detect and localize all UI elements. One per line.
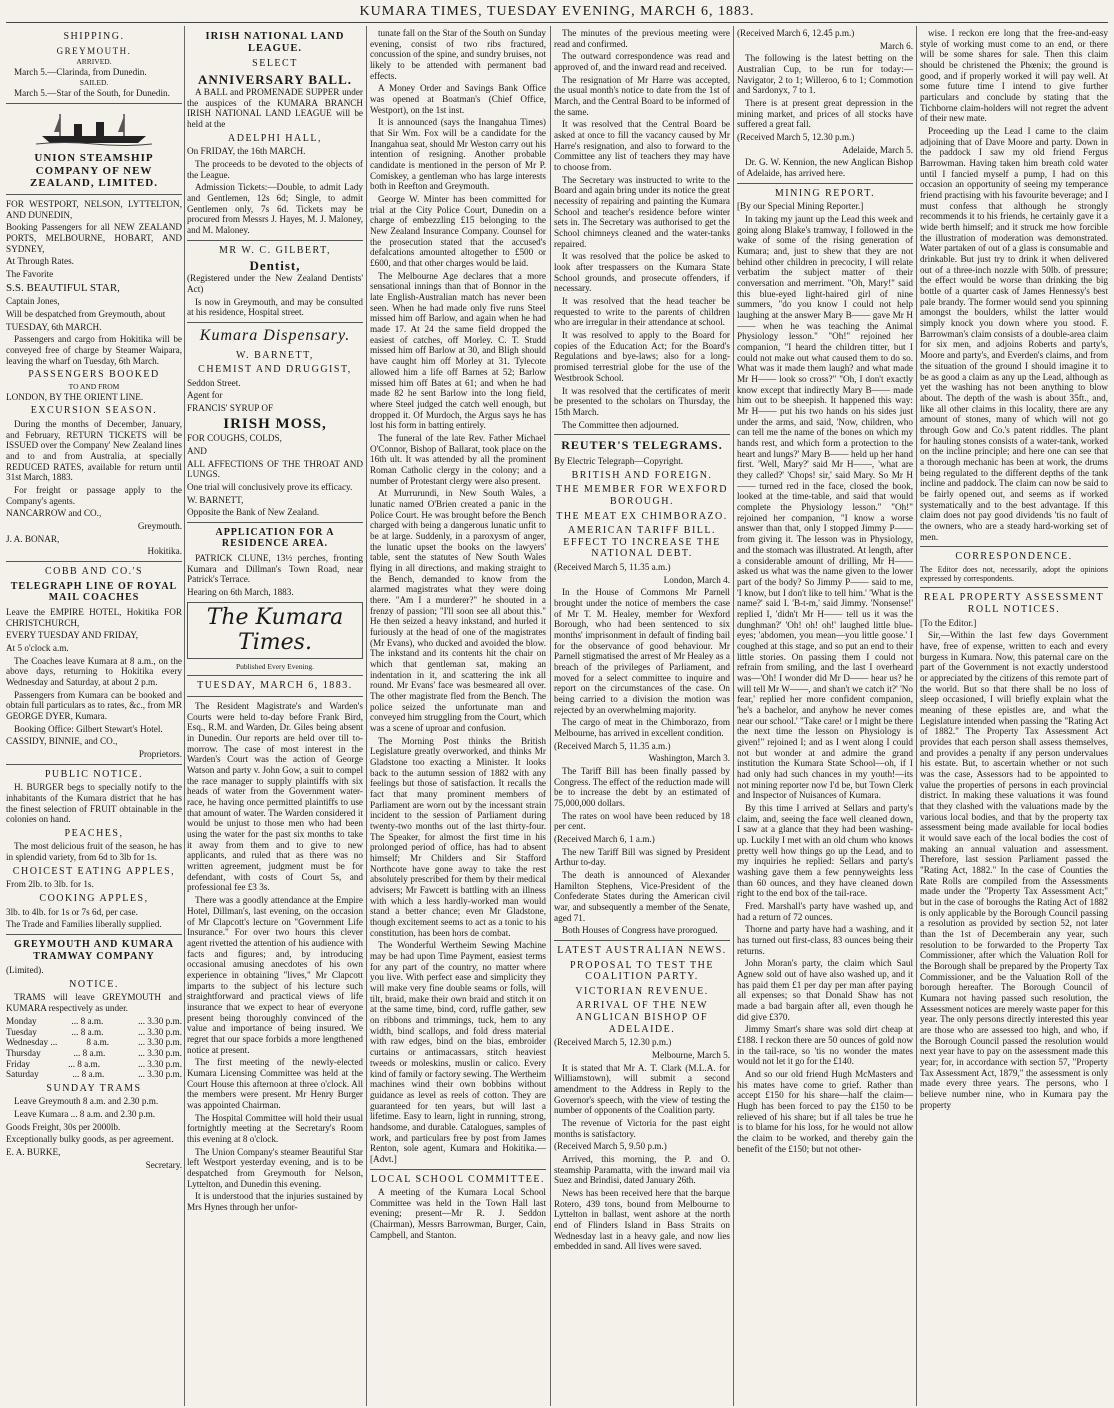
usc-rates: At Through Rates. bbox=[6, 256, 74, 267]
arrived-label: ARRIVED. bbox=[76, 57, 112, 67]
article-paragraph: The Melbourne Age declares that a more sensational innings than that of Bonnor in the late English-Australian match has never been seen. When he had made only five runs Steel missed him off Barlow, and again when he had made 17. At 24 the same field dropped the easiest of catches, off Morley. C. T. Studd missed him off Barlow at 30, and Bligh should have caught him off Morley at 31. Tylecote allowed him a life off Barnes at 52; Barlow missed him off Bates at 61; and when he had made 82 he sent Barlow into the long field, where Steel judged the catch well enough, but dropped it. Of Murdoch, the Argus says he has lost his form in batting entirely. bbox=[370, 270, 546, 431]
article-paragraph: Fred. Marshall's party have washed up, and had a return of 72 ounces. bbox=[737, 901, 913, 922]
article-paragraph: The Union Company's steamer Beautiful Star left Westport yesterday evening, and is to be despatched from Greymouth for Nelson, Lyttelton, and Dunedin this evening. bbox=[187, 1146, 363, 1189]
dateline: London, March 4. bbox=[663, 574, 730, 585]
usc-date: TUESDAY, 6th MARCH. bbox=[6, 321, 102, 332]
article-paragraph: In the House of Commons Mr Parnell brought under the notice of members the case of Mr T. M. Healey, member for Wexford Borough, who had been sentenced to six months' imprisonment in default of finding bail for the observance of good behaviour. Mr Parnell stigmatised the arrest of Mr Healey as a breach of the privileges of Parliament, and moved for a select committee to inquire and report on the circumstances of the case. On being carried to a division the motion was rejected by an overwhelming majority. bbox=[554, 587, 730, 715]
excursion-heading: EXCURSION SEASON. bbox=[30, 405, 158, 417]
article-paragraph: The rates on wool have been reduced by 18 per cent. bbox=[554, 810, 730, 832]
received-stamp: (Received March 5, 12.30 p.m.) bbox=[554, 1037, 672, 1048]
tramway-limited: (Limited). bbox=[6, 965, 44, 976]
article-paragraph: There was a goodly attendance at the Empire Hotel, Dillman's, last evening, on the occasion of Mr Clapcott's lecture on "Government Life Insurance." For over two hours this clever agent rivetted the attention of his audience with facts and figures; and, by introducing occasional amusing anecdotes of his own experience in obtaining "lives," Mr Clapcott imparts to the subject of his lecture such straightforward and practical views of life insurance that we expect to hear of everyone present being thoroughly convinced of the value and importance of being insured. We regret that our space forbids a more lengthened notice at present. bbox=[187, 895, 363, 1055]
divider bbox=[187, 675, 363, 676]
adelphi-hall: ADELPHI HALL, bbox=[228, 132, 322, 144]
received-stamp: (Received March 6, 12.45 p.m.) bbox=[737, 28, 855, 38]
usc-title: UNION STEAMSHIP COMPANY OF NEW ZEALAND, LIMITED. bbox=[30, 151, 158, 190]
irish-moss: IRISH MOSS, bbox=[223, 415, 327, 432]
burke-title: Secretary. bbox=[145, 1159, 182, 1170]
tram-timetable bbox=[6, 1016, 182, 1080]
article-paragraph: The first meeting of the newly-elected Kumara Licensing Committee was held at the Court House this afternoon at three o'clock. All the members were present. Mr Henry Burger was appointed Chairman. bbox=[187, 1057, 363, 1110]
issue-date: TUESDAY, MARCH 6, 1883. bbox=[197, 680, 353, 692]
table-row: Monday ... 8 a.m. ... 3.30 p.m. bbox=[6, 1015, 182, 1026]
choicest-heading: CHOICEST EATING APPLES, bbox=[12, 865, 176, 877]
cooking-heading: COOKING APPLES, bbox=[39, 893, 149, 905]
table-row: Tuesday ... 8 a.m. ... 3.30 p.m. bbox=[6, 1026, 182, 1037]
column-divider bbox=[184, 26, 185, 1406]
wexford-heading: THE MEMBER FOR WEXFORD BOROUGH. bbox=[556, 484, 728, 507]
cobb-text: The Coaches leave Kumara at 8 a.m., on the above days, returning to Hokitika every Wednesday and Saturday, at about 2 p.m. bbox=[6, 655, 182, 687]
divider bbox=[370, 1169, 546, 1170]
article-paragraph: There is at present great depression in the mining market, and prices of all stocks have suffered a great fall. bbox=[737, 98, 913, 130]
divider bbox=[187, 240, 363, 241]
column-divider bbox=[550, 26, 551, 1406]
article-paragraph: John Moran's party, the claim which Saul Agnew sold out of have also washed up, and it has paid them £1 per day per man after paying all expenses; so that Donald Shaw has not made a bad bargain after all, even though he did give £370. bbox=[737, 958, 913, 1022]
article-paragraph: George W. Minter has been committed for trial at the City Police Court, Dunedin on a charge of embezzling £15 belonging to the New Zealand Insurance Company. Counsel for the prosecution stated that the accused's defalcations amounted altogether to £500 or £600, and that other charges would be laid. bbox=[370, 194, 546, 269]
victorian-revenue-heading: VICTORIAN REVENUE. bbox=[575, 985, 709, 997]
throat-lungs: ALL AFFECTIONS OF THE THROAT AND LUNGS. bbox=[187, 458, 363, 480]
barnett-name-2: W. BARNETT, bbox=[187, 494, 244, 505]
article-paragraph: It is stated that Mr A. T. Clark (M.L.A. for Williamstown), will submit a second amendment to the Address in Reply to the Governor's speech, with the view of testing the number of opponents of the Coalition party. bbox=[554, 1062, 730, 1116]
column-6 bbox=[920, 28, 1108, 1404]
article-paragraph: Thorne and party have had a washing, and it has turned out first-class, 83 ounces being their returns. bbox=[737, 924, 913, 956]
peaches-heading: PEACHES, bbox=[64, 827, 124, 839]
ball-text: A BALL and PROMENADE SUPPER under the auspices of the KUMARA BRANCH IRISH NATIONAL LAND LEAGUE will be held at the bbox=[187, 87, 363, 130]
usc-for: FOR WESTPORT, NELSON, LYTTELTON, AND DUNEDIN, bbox=[6, 199, 182, 220]
agent-1-place: Greymouth. bbox=[137, 521, 182, 532]
cobb-time: At 5 o'clock a.m. bbox=[6, 642, 69, 653]
cobb-proprietors: CASSIDY, BINNIE, and CO., bbox=[6, 736, 118, 747]
article-paragraph: wise. I reckon ere long that the free-and-easy style of working must come to an end, or there will be some shares for sale. Then this claim should be christened the Phœnix; the ground is good, and if properly worked it will pay well. At some future time I intend to give further particulars and conclude by stating that the Tichborne claim-holders will not regret the advent of their new mate. bbox=[920, 28, 1108, 124]
passengers-booked-text: LONDON, BY THE ORIENT LINE. bbox=[6, 391, 144, 402]
seddon-street: Seddon Street. bbox=[187, 377, 241, 388]
agent-for: Agent for bbox=[187, 390, 223, 401]
cobb-days: EVERY TUESDAY AND FRIDAY, bbox=[6, 630, 139, 641]
article-paragraph: Sir,—Within the last few days Government have, free of expense, written to each and every burgess in Kumara. Now, this paternal care on the part of the Government is not exactly understood or appreciated by the citizens of this remote part of the world. But so that there shall be no loss of sleep occasioned, I will briefly explain what the meaning of these epistles are, and what the Legislature intended when passing the "Rating Act of 1882." The Property Tax Assessment Act provides that each person shall assess themselves, and provides a penalty if any person undervalues his estate. But, to ascertain whether or not such was the case, Assessors had to be appointed to value the properties of persons in each provincial district. In making these valuations it was found that they clashed with the valuations made by the various local bodies, and that by the property tax assessment being made available for local bodies it would save each of the local bodies the cost of making an annual valuation and assessment. Therefore, last session Parliament passed the "Rating Act, 1882." In the case of Counties the Rate Rolls are compiled from the Assessments made under the "Property Tax Assessment Act;" but in the case of boroughs the Rating Act of 1882 is only applicable by the Borough Council passing a resolution as provided by section 52, not later than the 1st of Decemberain any year, such resolution to be forwarded to the Property Tax Commissioner, after which the Valuation Roll for the Borough shall be prepared by the Property Tax Commissioner, and be the Valuation Roll of the borough hereafter. The Borough Council of Kumara not having passed such resolution, the Assessment notices are merely waste paper for this year. The only persons directly interested this year are those who are assessed too high, and who, if the Borough Council passed the resolution would next year have to pay on the assessment made this year; for, in accordance with section 57, "Property Tax Assessment Act, 1879," the assessment is only made every three years. The persons, who I believe number nine, who in Kumara pay the property bbox=[920, 630, 1108, 1110]
column-5 bbox=[737, 28, 913, 1404]
sailed-text: March 5.—Star of the South, for Dunedin. bbox=[14, 88, 170, 99]
table-row: Saturday ... 8 a.m. ... 3.30 p.m. bbox=[6, 1069, 182, 1080]
gilbert-registered: (Registered under the New Zealand Dentists' Act) bbox=[187, 273, 363, 295]
cobb-title: TELEGRAPH LINE OF ROYAL MAIL COACHES bbox=[10, 580, 178, 604]
article-paragraph: Both Houses of Congress have prorogued. bbox=[562, 925, 718, 936]
agent-1: NANCARROW and CO., bbox=[6, 508, 102, 519]
article-paragraph: The Tariff Bill has been finally passed by Congress. The effect of the reduction made will be to increase the debt by an estimated of 75,000,000 dollars. bbox=[554, 766, 730, 809]
article-paragraph: It is announced (says the Inangahua Times) that Sir Wm. Fox will be a candidate for the Inangahua seat, should Mr Weston carry out his intention of resigning. Another probable candidate is mentioned in the person of Mr P. Comiskey, a gentleman who has large interests both in Reefton and Greymouth. bbox=[370, 117, 546, 192]
cobb-heading: COBB AND CO.'S bbox=[44, 566, 144, 578]
dateline: Washington, March 3. bbox=[648, 753, 730, 764]
freight-text: For freight or passage apply to the Company's agents. bbox=[6, 485, 182, 506]
opposite-bank: Opposite the Bank of New Zealand. bbox=[187, 507, 320, 518]
divider bbox=[6, 764, 182, 765]
coughs-colds: FOR COUGHS, COLDS, bbox=[187, 433, 282, 444]
bishop-adelaide-heading: ARRIVAL OF THE NEW ANGLICAN BISHOP OF ADELAIDE. bbox=[575, 1000, 709, 1035]
usc-favorite: The Favorite bbox=[6, 269, 54, 280]
inl-title: IRISH NATIONAL LAND LEAGUE. bbox=[205, 31, 345, 55]
excursion-text: During the months of December, January, and February, RETURN TICKETS will be ISSUED over the Company' New Zealand lines and to and from Australia, at specially REDUCED RATES, available for return until 31st March, 1883. bbox=[6, 419, 182, 483]
cobb-passengers: Passengers from Kumara can be booked and obtain full particulars as to rates, &c., from MR GEORGE DYER, Kumara. bbox=[6, 689, 182, 721]
table-row: Thursday ... 8 a.m. ... 3.30 p.m. bbox=[6, 1047, 182, 1058]
goods-freight: Goods Freight, 30s per 2000lb. bbox=[6, 1121, 121, 1132]
families-text: The Trade and Families liberally supplied. bbox=[6, 919, 162, 930]
article-paragraph: It was resolved to apply to the Board for copies of the Education Act; for the Board's Regulations and bye-laws; also for a long-promised terrestrial globe for the use of the Westbrook School. bbox=[554, 330, 730, 383]
choicest-text: From 2lb. to 3lb. for 1s. bbox=[6, 879, 94, 890]
article-paragraph: It is understood that the injuries sustained by Mrs Hynes through her unfor- bbox=[187, 1191, 363, 1212]
article-paragraph: By this time I arrived at Sellars and party's claim, and, seeing the face well cleaned down, I saw at a glance that they had been washing-up. Luckily I met with an old chum who knows pretty well how things go up the Lead, and to my inquiries he replied: Sellars and party's washing gave them a few pennyweights less than 60 ounces, and they have cleaned down right to the end box of the tail-race. bbox=[737, 802, 913, 899]
burger-text: H. BURGER begs to specially notify to the inhabitants of the Kumara district that he has the finest selection of FRUIT obtainable in the colonies on hand. bbox=[6, 782, 182, 825]
arrived-text: March 5.—Clarinda, from Dunedin. bbox=[14, 66, 147, 77]
column-divider bbox=[916, 26, 917, 1406]
article-paragraph: The outward correspondence was read and approved of, and the inward read and received. bbox=[554, 51, 730, 73]
article-paragraph: The resignation of Mr Harre was accepted, the usual month's notice to date from the 1st of March, and the Central Board to be informed of the same. bbox=[554, 74, 730, 117]
divider bbox=[187, 696, 363, 697]
agent-2: J. A. BONAR, bbox=[6, 533, 60, 544]
article-paragraph: tunate fall on the Star of the South on Sunday evening, consist of two ribs fractured, concussion of the spine, and sundry bruises, not likely to be attended with permanent bad effects. bbox=[370, 28, 546, 81]
usc-despatch: Will be despatched from Greymouth, about bbox=[6, 309, 166, 320]
usc-ship: S.S. BEAUTIFUL STAR, bbox=[6, 281, 120, 294]
sunday-trams-1: Leave Greymouth 8 a.m. and 2.30 p.m. bbox=[14, 1096, 159, 1107]
residence-area-heading: APPLICATION FOR A RESIDENCE AREA. bbox=[215, 526, 335, 550]
cobb-leave: Leave the EMPIRE HOTEL, Hokitika FOR CHRISTCHURCH, bbox=[6, 606, 182, 628]
kumara-dispensary-title: Kumara Dispensary. bbox=[199, 327, 351, 345]
meat-heading: THE MEAT EX CHIMBORAZO. bbox=[556, 510, 728, 522]
tramway-title: GREYMOUTH AND KUMARA TRAMWAY COMPANY bbox=[14, 939, 174, 962]
usc-passengers: Passengers and cargo from Hokitika will be conveyed free of charge by Steamer Waipara, leaving the wharf on Tuesday, 6th March. bbox=[6, 334, 182, 366]
article-paragraph: At Murrurundi, in New South Wales, a lunatic named O'Brien created a panic in the Police Court. He was brought before the Bench charged with being a dangerous lunatic unfit to be at large. Suddenly, in a paroxysm of anger, the lunatic upset the books on the lawyers' table, sent the statutes of New South Wales flying in all directions, and making straight to the Bench, demanded to know from the alarmed magistrates what they were doing there. "Am I a murderer?" he shouted in a frenzy of passion; "I'll soon see all about this." He then seized a heavy inkstand, and hurled it furiously at the head of one of the magistrates (Mr Evans), who ducked and avoided the blow. The inkstand and its contents hit the chair on which that gentleman sat, making an indentation in it, and scattering the ink all round. Mr Evans' face was besmeared all over. The other magistrate fled from the Bench. The police seized the unfortunate man and conveyed him struggling from the Court, which was a scene of uproar and confusion. bbox=[370, 488, 546, 733]
article-paragraph: The cargo of meat in the Chimborazo, from Melbourne, has arrived in excellent condition. bbox=[554, 717, 730, 738]
latest-australian-heading: LATEST AUSTRALIAN NEWS. bbox=[557, 945, 727, 957]
divider bbox=[6, 194, 182, 195]
public-notice-heading: PUBLIC NOTICE. bbox=[44, 768, 144, 780]
masthead: KUMARA TIMES, TUESDAY EVENING, MARCH 6, 1883. bbox=[359, 4, 755, 19]
correspondence-disclaimer: The Editor does not, necessarily, adopt the opinions expressed by correspondents. bbox=[920, 564, 1108, 584]
received-stamp: (Received March 6, 1 a.m.) bbox=[554, 834, 655, 845]
sailed-label: SAILED. bbox=[79, 78, 109, 88]
tariff-heading: AMERICAN TARIFF BILL. EFFECT TO INCREASE THE NATIONAL DEBT. bbox=[563, 525, 721, 560]
divider bbox=[6, 561, 182, 562]
reuters-heading: REUTER'S TELEGRAMS. bbox=[561, 438, 723, 453]
divider bbox=[554, 940, 730, 941]
article-paragraph: News has been received here that the barque Rotero, 439 tons, bound from Melbourne to Lyttelton in ballast, went ashore at the north end of Flinders Island in Bass Straits on Wednesday last in a heavy gale, and now lies embedded in sand. All lives were saved. bbox=[554, 1187, 730, 1252]
barnett-name: W. BARNETT, bbox=[236, 349, 314, 361]
article-paragraph: Proceeding up the Lead I came to the claim adjoining that of Dave Moore and party. Down in the paddock I saw my old friend Fergus Barrowman. Having taken him breath cold water until I fancied myself a pump, I had on this occasion an opportunity of seeing my temperance friend practising with his favourite beverage; and I must confess that although he strongly recommends it to his friends, he certainly gave it a wide berth himself; and it struck me how forcible the illustration of moderation was demonstrated. Water partaken of out of a glass is consumable and drinkable. But just try to drink it when delivered out of a three-inch nozzle with 50lb. of pressure; the effect would be worse than drinking the big bottle of a quarter cask of James Hennessy's best pale brandy. The former would send you spinning amongst the boulders, whilst the latter would simply knock you down where you stood. F. Barrowman's claim consists of a double-area claim for six men, and adjoins Roberts and party's, Moore and party's, and Everden's claims, and from the situation of the ground I should imagine it to be as good a claim as any up the Lead, although as yet the washing has not been anything to blow about. The depth of the wash is about 35ft., and, like all other claims in this locality, there are any amount of stones, many of which will not go through Gow and Co.'s patent riddles. The plant for hauling stones consists of a water-tank, worked on the incline principle; and here one can see that a thorough mechanic has been at work, the drums being regulated to the different depths of the tank incline and paddock. The claim can now be said to be fairly opened out, and seems as if worked systematically and to the best advantage. If this claim does not pay good dividends 'tis no fault of the owners, who are a steady hard-working set of men. bbox=[920, 126, 1108, 542]
francis-syrup: FRANCIS' SYRUP OF bbox=[187, 403, 274, 414]
article-paragraph: The revenue of Victoria for the past eight months is satisfactory. bbox=[554, 1117, 730, 1139]
local-school-committee-heading: LOCAL SCHOOL COMMITTEE. bbox=[370, 1173, 546, 1185]
gilbert-text: Is now in Greymouth, and may be consulted at his residence, Hospital street. bbox=[187, 296, 363, 318]
hearing-date: Hearing on 6th March, 1883. bbox=[187, 587, 294, 598]
cooking-text: 3lb. to 4lb. for 1s or 7s 6d, per case. bbox=[6, 906, 138, 917]
rpa-heading: REAL PROPERTY ASSESSMENT ROLL NOTICES. bbox=[923, 592, 1105, 615]
clune-text: PATRICK CLUNE, 13½ perches, fronting Kumara and Dillman's Town Road, near Patrick's Terrace. bbox=[187, 553, 363, 585]
dateline: Adelaide, March 5. bbox=[842, 144, 913, 155]
article-paragraph: The Resident Magistrate's and Warden's Courts were held to-day before Frank Bird, Esq., R.M. and Warden, Dr. Giles being absent in Dunedin. Our reports are held over till to-morrow. The case of most interest in the Warden's Court was the action of George Watson and party v. John Gow, a suit to compel the race manager to supply plaintiffs with six heads of water from the Government water-race, he having once permitted plaintiffs to use that amount of water. The Warden considered it would be unjust to those men who had been using the water for the past six months to take it away from them and to give to new applicants, and ruled that as there was no written agreement, judgment must be for defendant, with costs of Court 5s, and professional fee £3 3s. bbox=[187, 701, 363, 893]
divider bbox=[920, 546, 1108, 547]
article-paragraph: The funeral of the late Rev. Father Michael O'Connor, Bishop of Ballarat, took place on the 16th ult. It was attended by all the prominent Roman Catholic clergy in the colony; and a number of Protestant clergy were also present. bbox=[370, 432, 546, 486]
article-paragraph: The following is the latest betting on the Australian Cup, to be run for today:—Navigator, 2 to 1; Willeroo, 6 to 1; Commotion and Sardonyx, 7 to 1. bbox=[737, 53, 913, 96]
correspondence-heading: CORRESPONDENCE. bbox=[955, 551, 1073, 563]
article-paragraph: Arrived, this morning, the P. and O. steamship Paramatta, with the inward mail via Suez and Brindisi, dated January 26th. bbox=[554, 1153, 730, 1186]
select-label: SELECT bbox=[252, 58, 298, 70]
passengers-booked-sub: TO AND FROM bbox=[68, 382, 120, 392]
column-1 bbox=[6, 28, 182, 1404]
article-paragraph: The Wonderful Wertheim Sewing Machine may be had upon Time Payment, easiest terms for any part of the country, no matter where you live. With perfect ease and simplicity they will make very fine double seams or folls, will tilt, braid, make their own braid and stitch it on at the same time, bind, cord, ruffle gather, sew on ribbons and trimmings, tuck, hem to any width, bind scallops, and fold dress material with raw edges, bind on the bias, embroider curtains or antimacassars, stitch heaviest tweeds or moleskins, muslin or calico. Every kind of family or factory sewing. The Wertheim machines wind their own bobbins without guidance as level as reels of cotton. They are guaranteed for ten years, but will last a lifetime. Easy to learn, light in running, strong, handsome, and durable. Catalogues, samples of work, and particulars free by post from James Renton, sole agent, Kumara and Hokitika.—[Advt.] bbox=[370, 940, 546, 1164]
article-paragraph: The new Tariff Bill was signed by President Arthur to-day. bbox=[554, 846, 730, 868]
usc-booking: Booking Passengers for all NEW ZEALAND PORTS, MELBOURNE, HOBART, AND SYDNEY, bbox=[6, 222, 182, 254]
tramway-text: TRAMS will leave GREYMOUTH and KUMARA respectively as under. bbox=[6, 992, 182, 1014]
bulky-goods: Exceptionally bulky goods, as per agreement. bbox=[6, 1134, 174, 1145]
article-paragraph: In taking my jaunt up the Lead this week and going along Blake's tramway, I followed in the wake of some of the rising generation of Kumara; and, just to shew that they are not behind other children in precocity, I will relate verbatim the subject matter of their conversation and merriment. "Oh, Mary!" said this blue-eyed light-haired girl of nine summers, "do you know I could not help laughing at the answer Mary B—— gave Mr H—— when he was teaching the Animal Physiology lesson." "Oh!" rejoined her companion, "I heard the children titter, but I could not make out what caused them to do so. What was it made them laugh? and what made Mr H—— look so cross?" "Oh, I don't exactly know except that indirectly Mary B—— made him out to be sheepish. It happened this way: Mr H—— put his two hands on his sides just under the arms, and said, 'Now, children, who can tell me the name of the bones on which my hands rest, and which form a protection to the heart and lungs?' Mary B—— held up her hand first. 'Well, Mary?' said Mr H——, 'what are they called?' 'Chops! sir,' said Mary. So Mr H—— turned red in the face, closed the book, looked at the time-table, and said that would complete the Physiology lesson." "Oh!" rejoined her companion, "I know a worse answer than that, only I stopped Jimmy P—— from giving it. The lesson was in Physiology, and the stomach was illustrated. At length, after a considerable amount of drilling, Mr H—— asked us what was the name given to the lower part of the body? So Jimmy P—— said to me, 'I know, but I don't like to tell him.' 'What is the name?' said I. 'B-t-m,' said Jimmy. 'Nonsense!' replied I, 'didn't Mr H—— tell us it was the dunghman?' 'Oh! oh! oh!' laughed little blue-eyes; 'abdomen, you mean—you little goose.' I coughed at this stage, and so put an end to their little stories. On passing them I could not refrain from smiling, and the last I overheard was—'Oh! I wonder did Mr D—— hear us? he will tell Mr W——, and shan't we catch it?' 'No fear,' replied her more confident companion, 'he's a bachelor, and anyhow he never comes near our school.' "Take care! or I might be there the next time the lesson on Physiology is given!" rejoined I; and as I went along I could not but wonder at and admire the grand institution the Kumara State School—oh, if I had only had such chances in my youth!—its not mining reporter now I'd be, but Town Clerk and Inspector of Nuisances of Kumara. bbox=[737, 214, 913, 801]
article-paragraph: Dr. G. W. Kennion, the new Anglican Bishop of Adelaide, has arrived here. bbox=[737, 157, 913, 179]
article-paragraph: A Money Order and Savings Bank Office was opened at Boatman's (Chief Office, Westport), on the 1st inst. bbox=[370, 83, 546, 115]
ball-date: On FRIDAY, the 16th MARCH. bbox=[187, 146, 306, 157]
dateline: March 6. bbox=[879, 40, 913, 51]
divider bbox=[737, 183, 913, 184]
received-stamp: (Received March 5, 9.50 p.m.) bbox=[554, 1141, 667, 1152]
article-paragraph: A meeting of the Kumara Local School Committee was held in the Town Hall last evening; present—Mr R. J. Seddon (Chairman), Messrs Barrowman, Burger, Cain, Campbell, and Stanton. bbox=[370, 1187, 546, 1240]
divider bbox=[6, 934, 182, 935]
article-paragraph: The Committee then adjourned. bbox=[562, 419, 679, 430]
tramway-notice: NOTICE. bbox=[69, 978, 119, 990]
published-every-evening: Published Every Evening. bbox=[235, 661, 315, 671]
steamship-icon bbox=[34, 110, 154, 146]
column-divider bbox=[366, 26, 367, 1406]
divider bbox=[187, 322, 363, 323]
column-divider bbox=[733, 26, 734, 1406]
ball-admission: Admission Tickets:—Double, to admit Lady and Gentlemen, 12s 6d; Single, to admit Gentlemen only, 7s 6d. Tickets may be procured from Messrs J. Hayes, M. J. Maloney, and M. Maloney. bbox=[187, 182, 363, 235]
passengers-booked-heading: PASSENGERS BOOKED bbox=[28, 369, 160, 381]
article-paragraph: It was resolved that the certificates of merit be presented to the scholars on Thursday, the 15th March. bbox=[554, 385, 730, 417]
to-editor: [To the Editor.] bbox=[920, 617, 977, 628]
mining-report-subheading: [By our Special Mining Reporter.] bbox=[737, 201, 864, 212]
cobb-office: Booking Office: Gilbert Stewart's Hotel. bbox=[14, 723, 163, 734]
column-2 bbox=[187, 28, 363, 1404]
british-foreign-heading: BRITISH AND FOREIGN. bbox=[571, 469, 713, 481]
cobb-proprietors-label: Proprietors. bbox=[138, 748, 182, 759]
mining-report-heading: MINING REPORT. bbox=[774, 187, 876, 199]
article-paragraph: The Morning Post thinks the British Legislature greatly overworked, and thinks Mr Gladstone too exacting a Minister. It looks back to the autumn session of 1882 with any feelings but those of satisfaction. It recalls the fact that many prominent members of Parliament are worn out by the incessant strain incident to the session of Parliament during twenty-two months out of the last thirty-four. The Speaker, for almost the first time in his prolonged period of office, has had to absent himself; Mr Childers and Sir Stafford Northcote have gone away to take the rest absolutely prescribed for them by their medical advisers; Mr Fawcett is battling with an illness with which a less hardly-worked man would stand a better chance; even Mr Gladstone, though excitement seems to act as a tonic to his constitution, has been hors de combat. bbox=[370, 735, 546, 938]
kumara-times-title: The Kumara Times. bbox=[187, 602, 363, 659]
top-rule bbox=[6, 22, 1108, 23]
shipping-heading: SHIPPING. bbox=[63, 31, 125, 42]
divider bbox=[6, 103, 182, 104]
received-stamp: (Received March 5, 11.35 a.m.) bbox=[554, 740, 671, 751]
dateline: Melbourne, March 5. bbox=[651, 1049, 730, 1060]
article-paragraph: The minutes of the previous meeting were read and confirmed. bbox=[554, 28, 730, 49]
article-paragraph: The death is announced of Alexander Hamilton Stephens, Vice-President of the Confederate States during the American civil war, and subsequently a member of the Senate, aged 71. bbox=[554, 870, 730, 923]
divider bbox=[920, 587, 1108, 588]
sunday-trams-2: Leave Kumara ... 8 a.m. and 2.30 p.m. bbox=[14, 1109, 156, 1120]
trial-text: One trial will conclusively prove its efficacy. bbox=[187, 481, 353, 492]
coalition-heading: PROPOSAL TO TEST THE COALITION PARTY. bbox=[569, 959, 714, 983]
dentist-label: Dentist, bbox=[249, 258, 301, 274]
usc-captain: Captain Jones, bbox=[6, 296, 60, 307]
table-row: Friday ... 8 a.m. ... 3.30 p.m. bbox=[6, 1058, 182, 1069]
divider bbox=[187, 522, 363, 523]
article-paragraph: And so our old friend Hugh McMasters and his mates have come to grief. Rather than accept £150 for his share—half the claim—Hugh has been forced to pay the £150 to be relieved of his share; but if all tales be true he is to blame for his loss, for he would not allow the claim to be worked, and thereby gain the benefit of the £150; but not other- bbox=[737, 1069, 913, 1154]
article-paragraph: It was resolved that the police be asked to look after trespassers on the Kumara State School grounds, and prosecute offenders, if necessary. bbox=[554, 251, 730, 294]
anniversary-ball: ANNIVERSARY BALL. bbox=[197, 71, 353, 87]
gilbert-heading: MR W. C. GILBERT, bbox=[219, 244, 331, 256]
chemist-label: CHEMIST AND DRUGGIST, bbox=[198, 364, 352, 376]
received-stamp: (Received March 5, 12.30 p.m.) bbox=[737, 132, 855, 143]
and-label: AND bbox=[187, 445, 207, 456]
column-3 bbox=[370, 28, 546, 1404]
agent-2-place: Hokitika. bbox=[147, 546, 182, 557]
table-row: Wednesday ... 8 a.m. ... 3.30 p.m. bbox=[6, 1037, 182, 1048]
sunday-trams-heading: SUNDAY TRAMS bbox=[46, 1082, 142, 1094]
greymouth-heading: GREYMOUTH. bbox=[56, 45, 132, 56]
article-paragraph: It was resolved that the head teacher be requested to write to the parents of children who are irregular in their attendance at school. bbox=[554, 296, 730, 328]
column-4 bbox=[554, 28, 730, 1404]
peaches-text: The most delicious fruit of the season, he has in splendid variety, from 6d to 3lb for 1s. bbox=[6, 841, 182, 863]
reuters-subheading: By Electric Telegraph—Copyright. bbox=[554, 456, 684, 467]
article-paragraph: The Hospital Committee will hold their usual fortnightly meeting at the Secretary's Room this evening at 8 o'clock. bbox=[187, 1112, 363, 1144]
burke-name: E. A. BURKE, bbox=[6, 1147, 61, 1158]
divider bbox=[554, 434, 730, 435]
article-paragraph: It was resolved that the Central Board be asked at once to fill the vacancy caused by Mr Harre's resignation, and also to forward to the Committee any list of teachers they may have to choose from. bbox=[554, 119, 730, 173]
article-paragraph: The Secretary was instructed to write to the Board and again bring under its notice the great necessity of repairing and painting the Kumara School and teacher's residence before winter sets in. The Secretary was authorised to get the School chimneys cleaned and the water-tanks repaired. bbox=[554, 174, 730, 249]
article-paragraph: Jimmy Smart's share was sold dirt cheap at £188. I reckon there are 50 ounces of gold now in the tail-race, so 'tis no wonder the mates would not let it go for the £140. bbox=[737, 1024, 913, 1067]
ball-proceeds: The proceeds to be devoted to the objects of the League. bbox=[187, 158, 363, 180]
received-stamp: (Received March 5, 11.35 a.m.) bbox=[554, 561, 671, 572]
